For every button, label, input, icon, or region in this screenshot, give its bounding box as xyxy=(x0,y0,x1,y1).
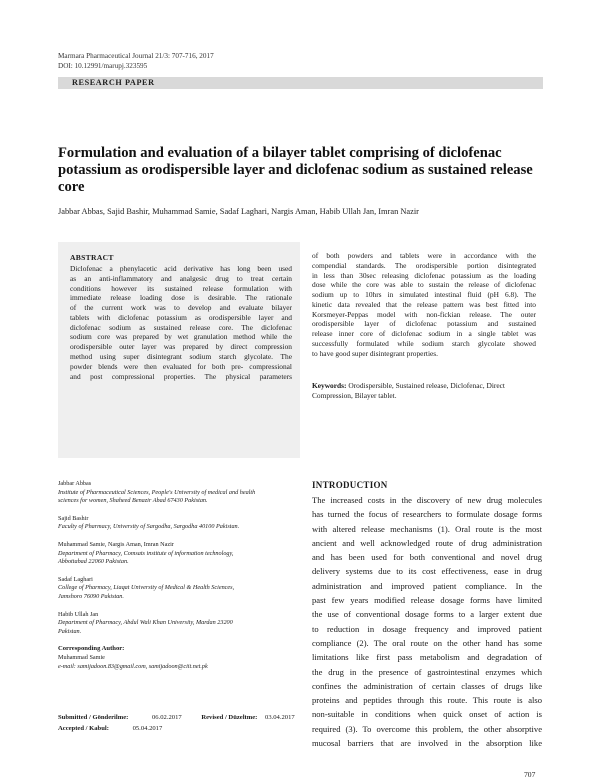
abstract-line: release inner core of diclofenac sodium in a single tablet was xyxy=(312,329,536,339)
intro-line: required (3). To overcome this problem, the other absorptive xyxy=(312,723,542,734)
affiliation-institution: sciences for women, Shaheed Benazir Abad 67430 Pakistan. xyxy=(58,497,208,505)
affiliations xyxy=(58,480,298,680)
affiliation-institution: Abbottabad 22060 Pakistan. xyxy=(58,558,129,566)
affiliation xyxy=(58,515,298,532)
affiliation xyxy=(58,611,298,637)
revised-label: Revised / Düzeltme: xyxy=(201,714,258,721)
intro-line: non-suitable in conditions when quick onset of action is xyxy=(312,709,542,720)
intro-line: mucosal barriers that are involved in the absorption like xyxy=(312,738,542,749)
journal-citation-block xyxy=(58,52,214,71)
affiliation-name: Sajid Bashir xyxy=(58,514,89,522)
section-label: RESEARCH PAPER xyxy=(72,78,155,87)
abstract-line: and post compressional properties. The physical parameters xyxy=(70,371,292,381)
journal-doi: DOI: 10.12991/marupj.323595 xyxy=(58,61,148,70)
affiliation-institution: Institute of Pharmaceutical Sciences, People's University of medical and health xyxy=(58,488,256,496)
affiliation-institution: Pakistan. xyxy=(58,627,82,635)
intro-line: proteins and peptides through this route. This route is also xyxy=(312,695,542,706)
affiliation-institution: Department of Pharmacy, Abdul Wali Khan University, Mardan 23200 xyxy=(58,619,233,627)
revised-date: 03.04.2017 xyxy=(265,714,295,721)
affiliation-name: Habib Ullah Jan xyxy=(58,610,99,618)
abstract-line: compendial standards. The orodispersible portion disintegrated xyxy=(312,260,536,270)
affiliation-name: Sadaf Laghari xyxy=(58,575,93,583)
abstract-line: in less than 30sec releasing diclofenac potassium as the loading xyxy=(312,270,536,280)
abstract-line: orodispersible layer of diclofenac potassium and sustained xyxy=(312,319,536,329)
keywords-label: Keywords: xyxy=(312,381,347,390)
author-list: Jabbar Abbas, Sajid Bashir, Muhammad Samie, Sadaf Laghari, Nargis Aman, Habib Ullah Jan, Imran Nazir xyxy=(58,207,419,216)
keywords xyxy=(312,381,536,401)
abstract-line: successfully formulated while sodium starch glycolate showed xyxy=(312,339,536,349)
intro-line: The increased costs in the discovery of new drug molecules xyxy=(312,495,542,505)
intro-line: with altered release mechanisms (1). Oral route is the most xyxy=(312,523,542,534)
abstract-column-1 xyxy=(70,264,292,381)
abstract-line: conditions however its sustained release formulation with xyxy=(70,283,292,293)
intro-line: administration and improved patient compliance. In the xyxy=(312,580,542,591)
affiliation-institution: College of Pharmacy, Liaqat University of Medical & Health Sciences, xyxy=(58,584,235,592)
journal-citation: Marmara Pharmaceutical Journal 21/3: 707-716, 2017 xyxy=(58,52,214,60)
intro-line: the use of conventional dosage forms to a larger extent due xyxy=(312,609,542,620)
introduction-text xyxy=(312,493,542,750)
affiliation-institution: Jamshoro 76090 Pakistan. xyxy=(58,592,124,600)
abstract-line: kinetic data revealed that the release pattern was best fitted into xyxy=(312,299,536,309)
affiliation-name: Jabbar Abbas xyxy=(58,480,92,487)
abstract-line: sodium core was prepared by wet granulation method while the xyxy=(70,332,292,342)
abstract-line: as an anti-inflammatory and analgesic drug to treat certain xyxy=(70,273,292,283)
intro-line: to reduction in dosage frequency and improved patient xyxy=(312,623,542,634)
accepted-date: 05.04.2017 xyxy=(132,725,163,732)
affiliation xyxy=(58,541,298,567)
abstract-line: to have good super disintegrant properties. xyxy=(312,348,439,358)
introduction-heading: INTRODUCTION xyxy=(312,480,388,490)
corresponding-email: e-mail: samijadoon.83@gmail.com, samijadoon@ciit.net.pk xyxy=(58,662,208,670)
intro-line: past few years modified release dosage forms have limited xyxy=(312,595,542,606)
abstract-line: dose while the core was able to sustain the release of diclofenac xyxy=(312,280,536,290)
abstract-line: sodium up to 10hrs in simulated intestinal fluid (pH 6.8). The xyxy=(312,290,536,300)
intro-line: confines the administration of certain classes of drugs like xyxy=(312,680,542,691)
dates-row-2 xyxy=(58,723,298,734)
abstract-line: immediate release loading dose is desirable. The rationale xyxy=(70,293,292,303)
intro-line: delivery systems due to its cost effectiveness, ease in drug xyxy=(312,566,542,577)
dates-row-1 xyxy=(58,712,298,723)
intro-line: compliance (2). The oral route on the other hand has some xyxy=(312,637,542,648)
submitted-date: 06.02.2017 xyxy=(152,714,182,721)
affiliation xyxy=(58,480,298,506)
abstract-column-2 xyxy=(312,251,536,359)
abstract-line: tablets with diclofenac potassium as orodispersible layer and xyxy=(70,312,292,322)
page-number: 707 xyxy=(524,770,536,779)
intro-line: and has been used for both conventional and novel drug xyxy=(312,552,542,563)
abstract-line: of the current work was to develop and evaluate bilayer xyxy=(70,303,292,313)
abstract-line: orodispersible outer layer was prepared by direct compression xyxy=(70,342,292,352)
abstract-line: diclofenac sodium as sustained release core. The diclofenac xyxy=(70,322,292,332)
abstract-line: powder blends were then evaluated for both pre- compressional xyxy=(70,361,292,371)
intro-line: ancient and well acknowledged route of drug administration xyxy=(312,537,542,548)
corresponding-heading: Corresponding Author: xyxy=(58,645,125,653)
keywords-text: Orodispersible, Sustained release, Diclofenac, Direct Compression, Bilayer tablet. xyxy=(312,381,505,400)
submitted-label: Submitted / Gönderilme: xyxy=(58,714,129,721)
corresponding-name: Muhammad Samie xyxy=(58,653,105,661)
accepted-label: Accepted / Kabul: xyxy=(58,725,109,732)
article-dates xyxy=(58,712,298,734)
affiliation-institution: Faculty of Pharmacy, University of Sargodha, Sargodha 40100 Pakistan. xyxy=(58,523,240,531)
corresponding-author xyxy=(58,645,298,671)
abstract-heading: ABSTRACT xyxy=(70,253,114,262)
abstract-line: Korsmeyer-Peppas model with non-fickian release. The outer xyxy=(312,309,536,319)
intro-line: the drug in the presence of gastrointestinal enzymes which xyxy=(312,666,542,677)
affiliation-institution: Department of Pharmacy, Comsats institute of information technology, xyxy=(58,549,234,557)
intro-line: limitations like first pass metabolism and degradation of xyxy=(312,652,542,663)
abstract-line: method using super disintegrant sodium starch glycolate. The xyxy=(70,352,292,362)
abstract-line: of both powders and tablets were in accordance with the xyxy=(312,251,536,260)
paper-title: Formulation and evaluation of a bilayer tablet comprising of diclofenac potassium as orodispersible layer and diclofenac sodium as sustained release core xyxy=(58,145,533,195)
affiliation xyxy=(58,576,298,602)
intro-line: has turned the focus of researchers to formulate dosage forms xyxy=(312,509,542,520)
abstract-line: Diclofenac a phenylacetic acid derivative has long been used xyxy=(70,264,292,273)
affiliation-name: Muhammad Samie, Nargis Aman, Imran Nazir xyxy=(58,540,174,548)
